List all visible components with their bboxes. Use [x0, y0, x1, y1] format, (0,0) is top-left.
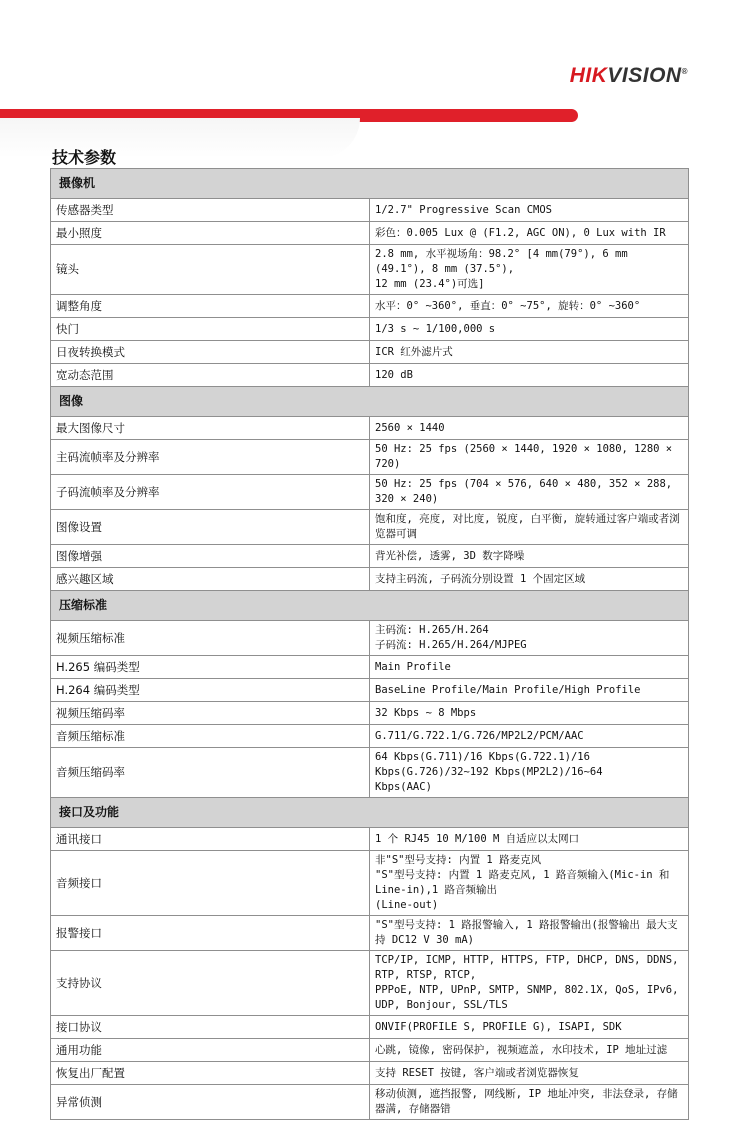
- spec-value: [370, 1016, 689, 1039]
- spec-value-line: 支持主码流, 子码流分别设置 1 个固定区域: [375, 572, 586, 585]
- spec-row: [51, 568, 689, 591]
- spec-row: [51, 245, 689, 295]
- spec-value-line: PPPoE, NTP, UPnP, SMTP, SNMP, 802.1X, QoS, IPv6, UDP, Bonjour, SSL/TLS: [375, 984, 679, 1011]
- spec-row: [51, 545, 689, 568]
- spec-value: [370, 1039, 689, 1062]
- spec-value: [370, 440, 689, 475]
- spec-label: 通讯接口: [51, 828, 370, 851]
- spec-value: [370, 748, 689, 798]
- spec-label: 恢复出厂配置: [51, 1062, 370, 1085]
- spec-row: [51, 1085, 689, 1120]
- spec-row: [51, 341, 689, 364]
- spec-value-line: 2.8 mm, 水平视场角：98.2° [4 mm(79°), 6 mm (49.1°), 8 mm (37.5°),: [375, 248, 628, 275]
- spec-row: [51, 417, 689, 440]
- spec-value: [370, 364, 689, 387]
- spec-value: [370, 510, 689, 545]
- spec-value-line: 支持 RESET 按键, 客户端或者浏览器恢复: [375, 1066, 579, 1079]
- spec-row: [51, 199, 689, 222]
- spec-value: [370, 545, 689, 568]
- spec-value-line: 120 dB: [375, 368, 413, 381]
- spec-row: [51, 702, 689, 725]
- spec-label: 宽动态范围: [51, 364, 370, 387]
- spec-value: [370, 417, 689, 440]
- spec-value: [370, 679, 689, 702]
- section-title: 接口及功能: [51, 798, 689, 828]
- section-header: [51, 798, 689, 828]
- spec-value: [370, 656, 689, 679]
- spec-value-line: 心跳, 镜像, 密码保护, 视频遮盖, 水印技术, IP 地址过滤: [375, 1043, 668, 1056]
- spec-value-line: ICR 红外滤片式: [375, 345, 453, 358]
- spec-value-line: 主码流: H.265/H.264: [375, 624, 489, 636]
- spec-value-line: 子码流: H.265/H.264/MJPEG: [375, 639, 527, 651]
- spec-label: H.264 编码类型: [51, 679, 370, 702]
- spec-value: [370, 621, 689, 656]
- spec-value-line: 1 个 RJ45 10 M/100 M 自适应以太网口: [375, 832, 580, 845]
- spec-value: [370, 245, 689, 295]
- spec-row: [51, 679, 689, 702]
- spec-row: [51, 510, 689, 545]
- spec-row: [51, 621, 689, 656]
- spec-value-line: 1/3 s ~ 1/100,000 s: [375, 322, 496, 335]
- spec-value-line: BaseLine Profile/Main Profile/High Profile: [375, 683, 641, 696]
- spec-label: 最小照度: [51, 222, 370, 245]
- section-title: 摄像机: [51, 169, 689, 199]
- section-header: [51, 591, 689, 621]
- spec-label: 支持协议: [51, 951, 370, 1016]
- spec-value-line: 12 mm (23.4°)可选]: [375, 278, 485, 290]
- spec-value: [370, 475, 689, 510]
- spec-value-line: 饱和度, 亮度, 对比度, 锐度, 白平衡, 旋转通过客户端或者浏览器可调: [375, 513, 680, 540]
- spec-value: [370, 568, 689, 591]
- spec-value-line: "S"型号支持: 内置 1 路麦克风, 1 路音频输入(Mic-in 和 Line-in),1 路音频输出: [375, 869, 670, 896]
- spec-value: [370, 828, 689, 851]
- spec-value: [370, 951, 689, 1016]
- spec-label: 主码流帧率及分辨率: [51, 440, 370, 475]
- spec-label: 视频压缩标准: [51, 621, 370, 656]
- section-header: [51, 387, 689, 417]
- hikvision-logo: HIKVISION®: [569, 64, 688, 87]
- spec-value-line: 50 Hz: 25 fps (704 × 576, 640 × 480, 352 × 288, 320 × 240): [375, 478, 673, 505]
- spec-row: [51, 951, 689, 1016]
- spec-label: 音频压缩码率: [51, 748, 370, 798]
- spec-row: [51, 828, 689, 851]
- spec-label: 报警接口: [51, 916, 370, 951]
- spec-value-line: 水平：0° ~360°, 垂直：0° ~75°, 旋转：0° ~360°: [375, 299, 641, 312]
- spec-value: [370, 318, 689, 341]
- spec-row: [51, 748, 689, 798]
- section-header: [51, 169, 689, 199]
- spec-label: 通用功能: [51, 1039, 370, 1062]
- spec-label: H.265 编码类型: [51, 656, 370, 679]
- spec-value-line: 50 Hz: 25 fps (2560 × 1440, 1920 × 1080, 1280 × 720): [375, 443, 673, 470]
- section-title: 图像: [51, 387, 689, 417]
- spec-label: 最大图像尺寸: [51, 417, 370, 440]
- spec-value-line: ONVIF(PROFILE S, PROFILE G), ISAPI, SDK: [375, 1020, 622, 1033]
- spec-row: [51, 656, 689, 679]
- spec-row: [51, 916, 689, 951]
- spec-row: [51, 440, 689, 475]
- spec-value-line: 1/2.7" Progressive Scan CMOS: [375, 203, 553, 216]
- spec-label: 日夜转换模式: [51, 341, 370, 364]
- spec-label: 异常侦测: [51, 1085, 370, 1120]
- spec-row: [51, 1039, 689, 1062]
- spec-label: 调整角度: [51, 295, 370, 318]
- spec-row: [51, 222, 689, 245]
- spec-value: [370, 295, 689, 318]
- spec-value-line: 32 Kbps ~ 8 Mbps: [375, 706, 477, 719]
- section-title: 压缩标准: [51, 591, 689, 621]
- spec-label: 音频压缩标准: [51, 725, 370, 748]
- spec-value: [370, 199, 689, 222]
- spec-row: [51, 851, 689, 916]
- spec-value-line: 非"S"型号支持: 内置 1 路麦克风: [375, 854, 542, 866]
- spec-value: [370, 1085, 689, 1120]
- spec-row: [51, 1062, 689, 1085]
- spec-value: [370, 851, 689, 916]
- spec-value: [370, 702, 689, 725]
- page-title: 技术参数: [52, 148, 117, 167]
- spec-value-line: (Line-out): [375, 899, 439, 911]
- spec-label: 图像增强: [51, 545, 370, 568]
- spec-row: [51, 1016, 689, 1039]
- spec-table: [50, 168, 689, 1120]
- spec-row: [51, 475, 689, 510]
- spec-label: 镜头: [51, 245, 370, 295]
- spec-value-line: 背光补偿, 透雾, 3D 数字降噪: [375, 549, 525, 562]
- spec-value-line: TCP/IP, ICMP, HTTP, HTTPS, FTP, DHCP, DNS, DDNS, RTP, RTSP, RTCP,: [375, 954, 679, 981]
- spec-value: [370, 341, 689, 364]
- spec-value-line: G.711/G.722.1/G.726/MP2L2/PCM/AAC: [375, 729, 584, 742]
- spec-value: [370, 1062, 689, 1085]
- spec-value-line: Main Profile: [375, 660, 451, 673]
- spec-value-line: 64 Kbps(G.711)/16 Kbps(G.722.1)/16 Kbps(G.726)/32~192 Kbps(MP2L2)/16~64: [375, 751, 603, 778]
- spec-label: 视频压缩码率: [51, 702, 370, 725]
- spec-value-line: 彩色：0.005 Lux @ (F1.2, AGC ON), 0 Lux with IR: [375, 226, 666, 239]
- spec-value: [370, 725, 689, 748]
- spec-label: 接口协议: [51, 1016, 370, 1039]
- spec-value-line: Kbps(AAC): [375, 781, 432, 793]
- spec-row: [51, 725, 689, 748]
- spec-value: [370, 916, 689, 951]
- spec-row: [51, 318, 689, 341]
- spec-row: [51, 364, 689, 387]
- spec-row: [51, 295, 689, 318]
- spec-value-line: 2560 × 1440: [375, 421, 445, 434]
- spec-label: 子码流帧率及分辨率: [51, 475, 370, 510]
- spec-label: 音频接口: [51, 851, 370, 916]
- spec-label: 快门: [51, 318, 370, 341]
- spec-label: 图像设置: [51, 510, 370, 545]
- spec-value: [370, 222, 689, 245]
- spec-value-line: "S"型号支持: 1 路报警输入, 1 路报警输出(报警输出 最大支持 DC12 V 30 mA): [375, 919, 678, 946]
- spec-label: 感兴趣区域: [51, 568, 370, 591]
- spec-label: 传感器类型: [51, 199, 370, 222]
- spec-value-line: 移动侦测, 遮挡报警, 网线断, IP 地址冲突, 非法登录, 存储器满, 存储器错: [375, 1088, 678, 1115]
